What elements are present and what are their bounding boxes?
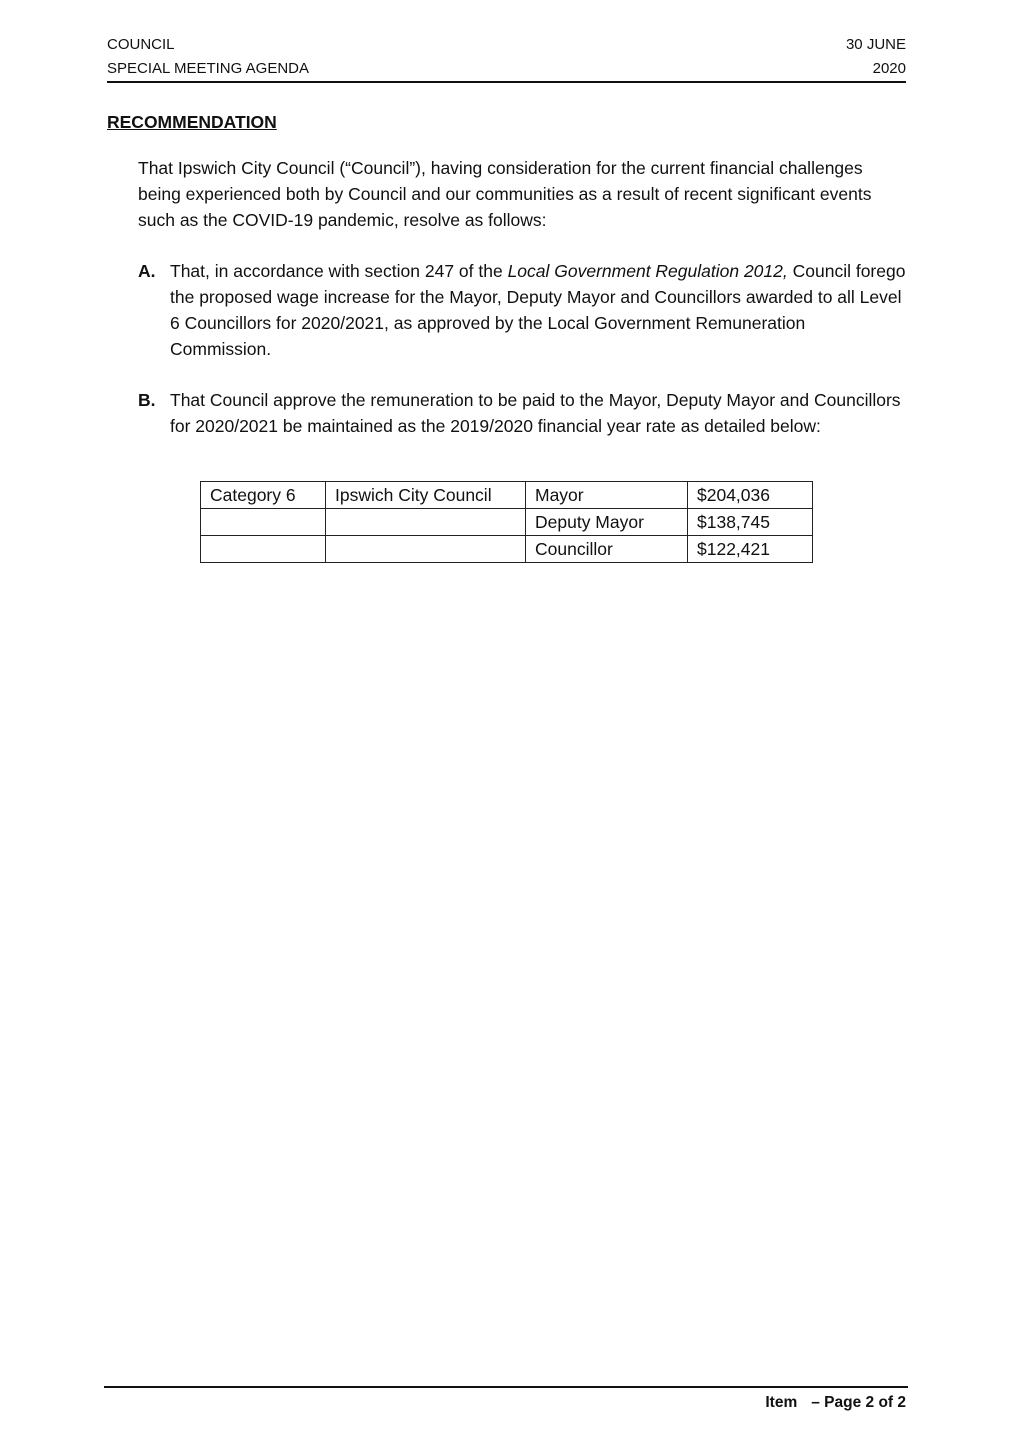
intro-paragraph: That Ipswich City Council (“Council”), having consideration for the current financial challenges being experienced both by Council and our communities as a result of recent significant events such as the COVID-19 pandemic, resolve as follows: [138,158,872,230]
table-cell [201,509,326,536]
table-cell: $122,421 [688,536,813,563]
item-text-after: Council forego the proposed wage increase for the Mayor, Deputy Mayor and Councillors awarded to all Level 6 Councillors for 2020/2021, as approved by the Local Government Remuneration Commission. [170,261,906,359]
header-date-day-month: 30 JUNE [845,36,906,53]
item-text-before: That, in accordance with section 247 of the [170,261,508,281]
page-header [107,33,906,83]
item-text [170,258,908,362]
table-cell: Category 6 [201,482,326,509]
item-marker: A. [138,261,156,281]
item-marker: B. [138,390,156,410]
table-cell: Deputy Mayor [526,509,688,536]
recommendation-item-b [138,387,908,439]
page-footer [765,1392,906,1414]
table-row [201,509,813,536]
footer-page-number: – Page 2 of 2 [811,1394,906,1411]
table-row [201,536,813,563]
recommendation-item-a [138,258,908,362]
table-row [201,482,813,509]
table-cell: $204,036 [688,482,813,509]
header-right [846,33,906,81]
table-cell: Councillor [526,536,688,563]
remuneration-table [200,481,813,563]
footer-item-label: Item [765,1394,798,1411]
header-council: COUNCIL [107,36,175,53]
footer-rule [104,1386,908,1388]
section-title: RECOMMENDATION [107,112,277,132]
table-cell: $138,745 [688,509,813,536]
header-date-year: 2020 [872,60,906,77]
header-agenda-type: SPECIAL MEETING AGENDA [107,60,309,77]
item-text: That Council approve the remuneration to be paid to the Mayor, Deputy Mayor and Councillors for 2020/2021 be maintained as the 2019/2020 financial year rate as detailed below: [170,390,901,436]
table-cell [201,536,326,563]
table-cell: Mayor [526,482,688,509]
table-cell: Ipswich City Council [326,482,526,509]
item-text-legislation: Local Government Regulation 2012, [507,261,788,281]
table-cell [326,509,526,536]
table-cell [326,536,526,563]
header-left [107,33,309,81]
